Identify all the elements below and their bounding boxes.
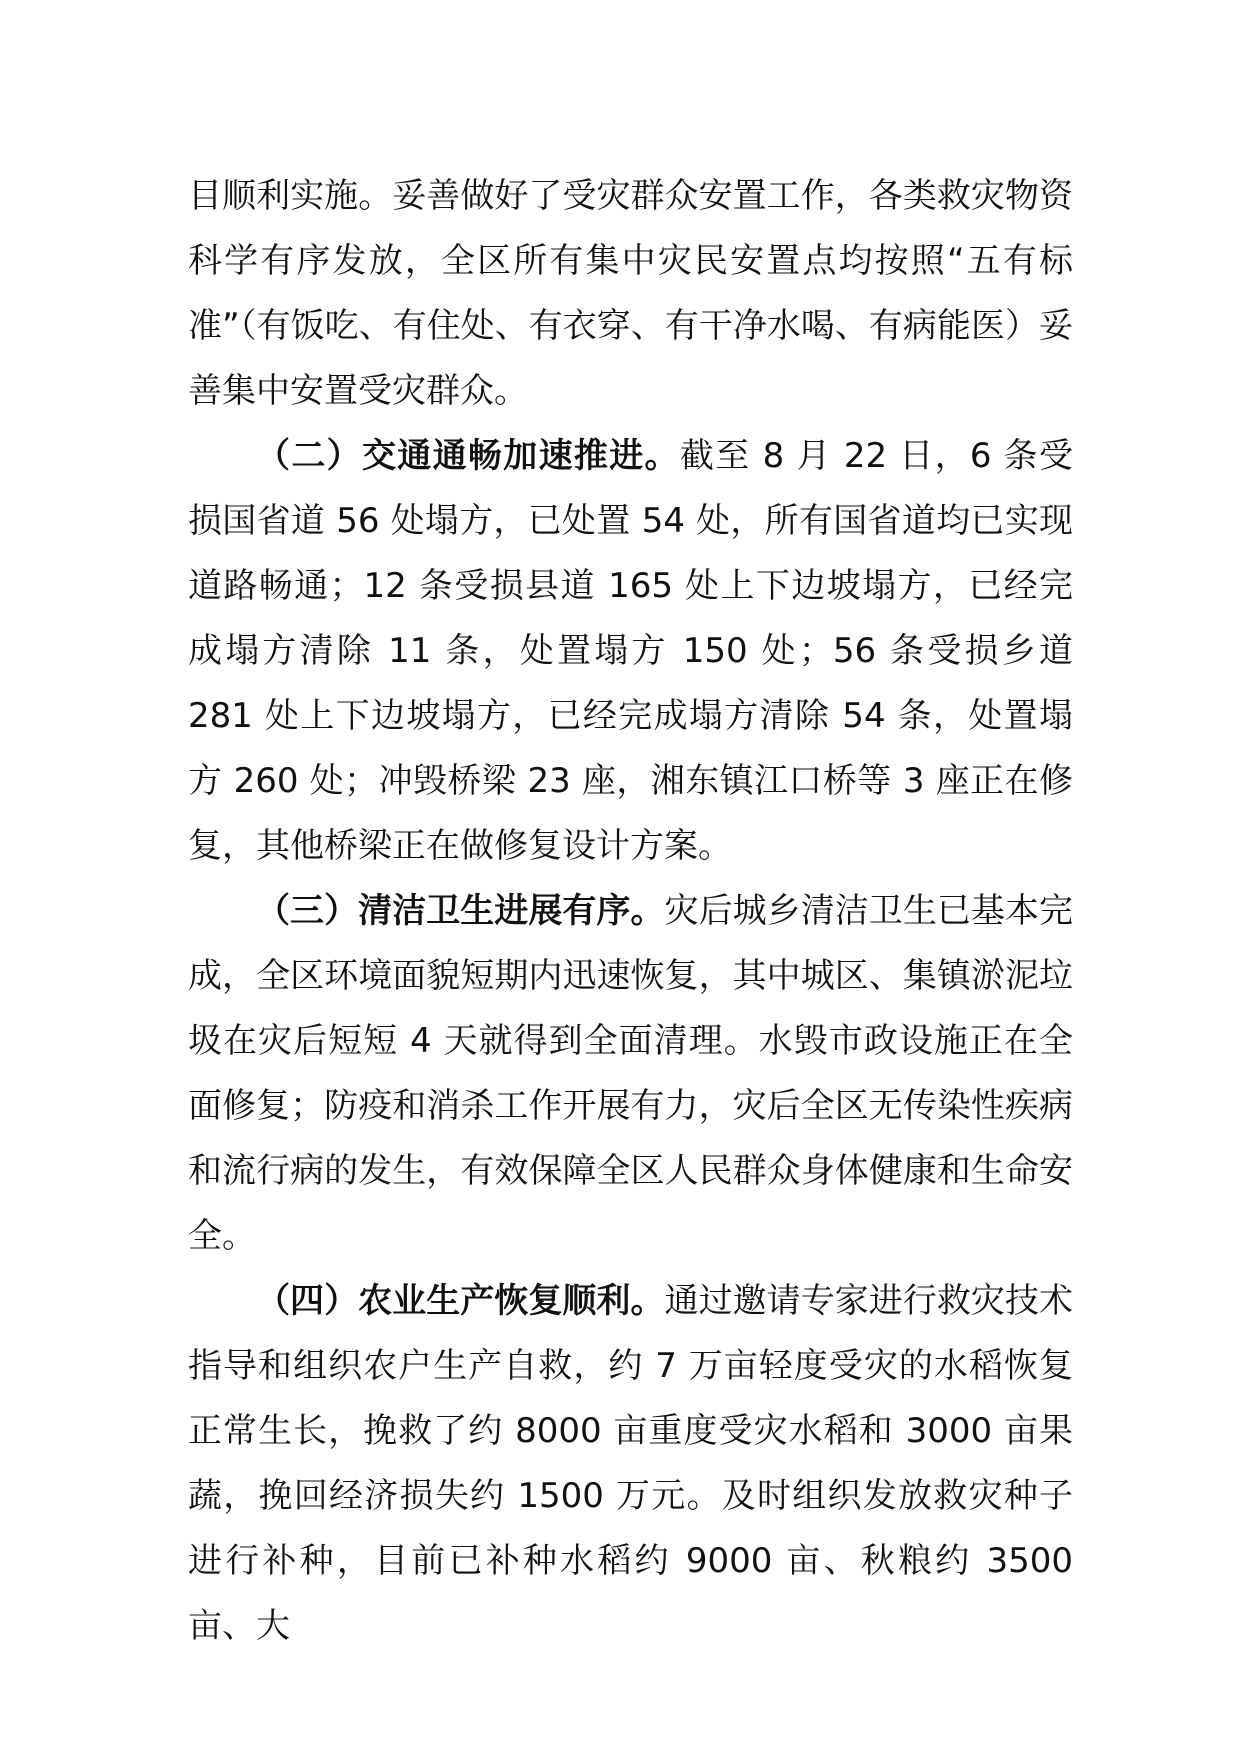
section-heading: （三）清洁卫生进展有序。 — [256, 891, 665, 931]
paragraph-transport — [188, 424, 1073, 879]
paragraph-text: 目顺利实施。妥善做好了受灾群众安置工作，各类救灾物资科学有序发放，全区所有集中灾民安置点均按照“五有标准”（有饭吃、有住处、有衣穿、有干净水喝、有病能医）妥善集中安置受灾群众。 — [188, 176, 1073, 411]
paragraph-continued — [188, 164, 1073, 424]
paragraph-text: 截至 8 月 22 日，6 条受损国省道 56 处塌方，已处置 54 处，所有国省道均已实现道路畅通；12 条受损县道 165 处上下边坡塌方，已经完成塌方清除 11 条，处置塌方 150 处；56 条受损乡道 281 处上下边坡塌方，已经完成塌方清除 54 条，处置塌方 260 处；冲毁桥梁 23 座，湘东镇江口桥等 3 座正在修复，其他桥梁正在做修复设计方案。 — [188, 436, 1073, 866]
section-heading: （二）交通通畅加速推进。 — [256, 436, 680, 476]
paragraph-text: 灾后城乡清洁卫生已基本完成，全区环境面貌短期内迅速恢复，其中城区、集镇淤泥垃圾在灾后短短 4 天就得到全面清理。水毁市政设施正在全面修复；防疫和消杀工作开展有力，灾后全区无传染性疾病和流行病的发生，有效保障全区人民群众身体健康和生命安全。 — [188, 891, 1074, 1256]
body-text — [188, 164, 1073, 1659]
paragraph-sanitation — [188, 879, 1073, 1269]
paragraph-agriculture — [188, 1269, 1073, 1659]
section-heading: （四）农业生产恢复顺利。 — [256, 1281, 665, 1321]
paragraph-text: 通过邀请专家进行救灾技术指导和组织农户生产自救，约 7 万亩轻度受灾的水稻恢复正常生长，挽救了约 8000 亩重度受灾水稻和 3000 亩果蔬，挽回经济损失约 1500 万元。及时组织发放救灾种子进行补种，目前已补种水稻约 9000 亩、秋粮约 3500 亩、大 — [188, 1281, 1074, 1646]
